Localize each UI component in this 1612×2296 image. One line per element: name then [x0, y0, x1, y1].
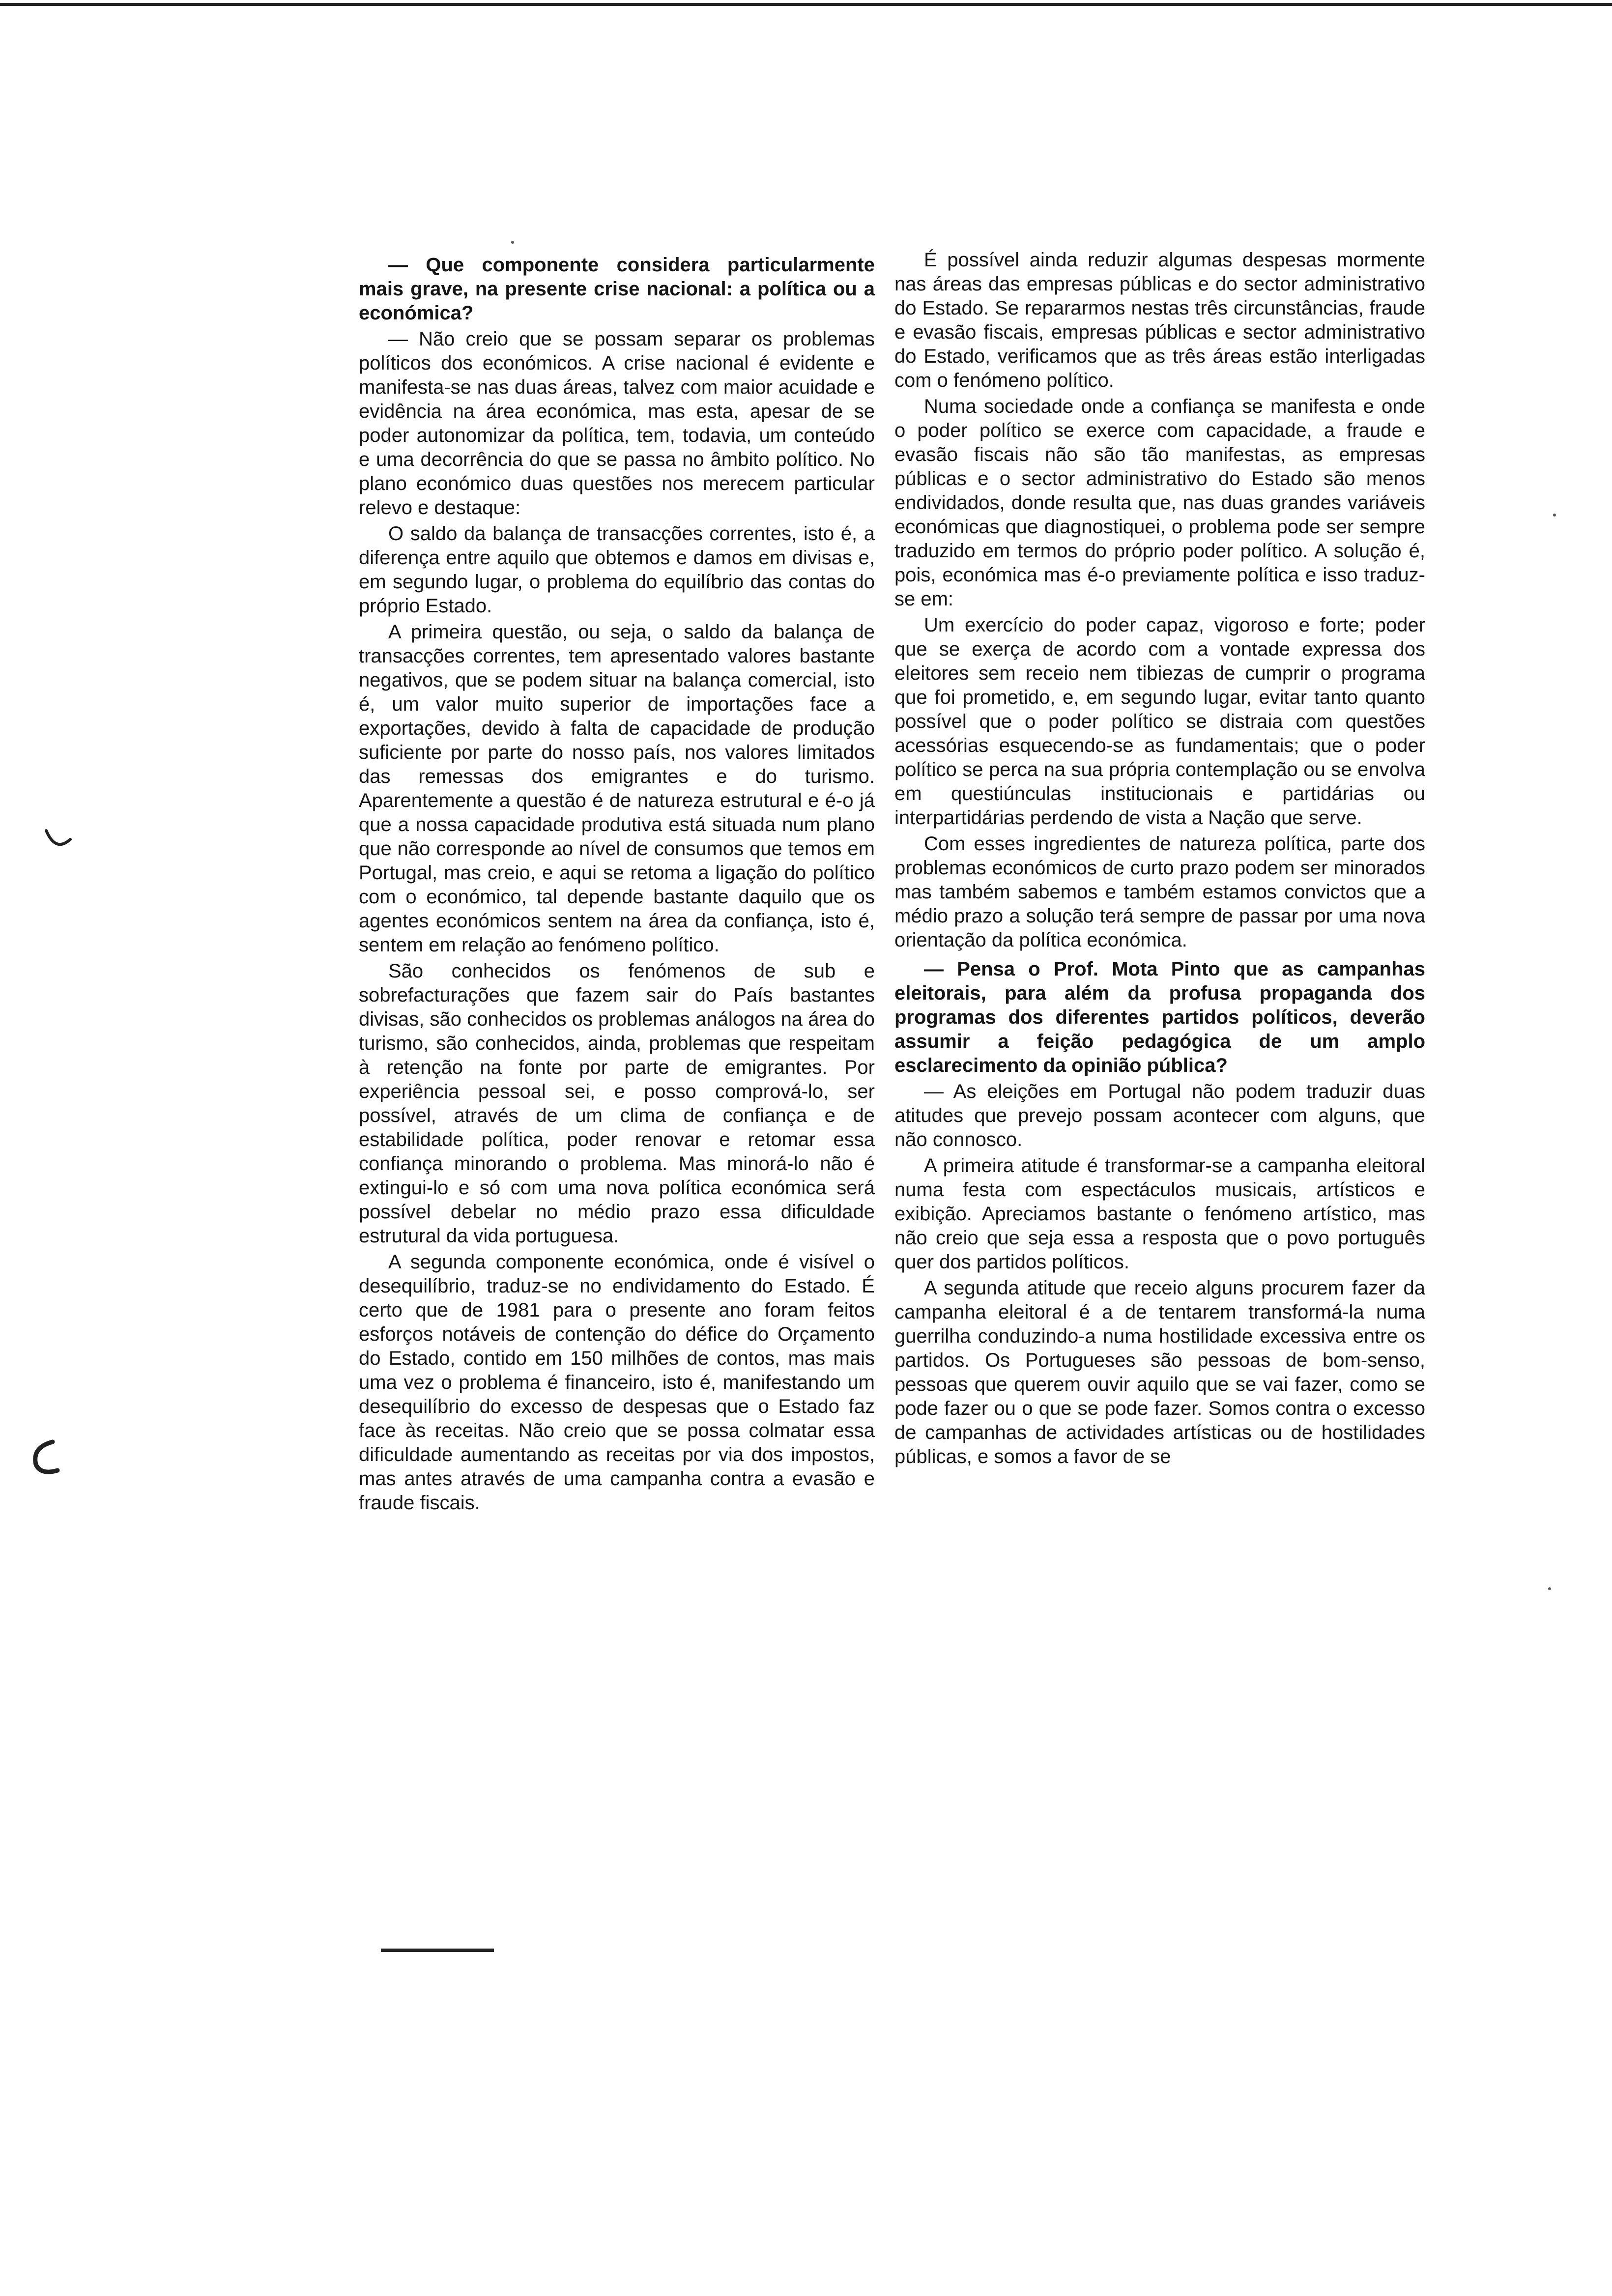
interview-question: — Que componente considera particularmente mais grave, na presente crise nacional: a política ou a económica? — [359, 254, 875, 324]
paragraph: Numa sociedade onde a confiança se manifesta e onde o poder político se exerce com capacidade, a fraude e evasão fiscais não são tão manifestas, as empresas públicas e o sector administrativo do Estado são menos endividados, donde resulta que, nas duas grandes variáveis económicas que diagnostiquei, o problema pode ser sempre traduzido em termos do próprio poder político. A solução é, pois, económica mas é-o previamente política e isso traduz-se em: — [894, 396, 1425, 610]
paragraph: O saldo da balança de transacções correntes, isto é, a diferença entre aquilo que obtemos e damos em divisas e, em segundo lugar, o problema do equilíbrio das contas do próprio Estado. — [359, 523, 875, 617]
paragraph: Com esses ingredientes de natureza política, parte dos problemas económicos de curto prazo podem ser minorados mas também sabemos e também estamos convictos que a médio prazo a solução terá sempre de passar por uma nova orientação da política económica. — [894, 833, 1425, 951]
paragraph: A segunda componente económica, onde é visível o desequilíbrio, traduz-se no endividamento do Estado. É certo que de 1981 para o presente ano foram feitos esforços notáveis de contenção do défice do Orçamento do Estado, contido em 150 milhões de contos, mas mais uma vez o problema é financeiro, isto é, manifestando um desequilíbrio do excesso de despesas que o Estado faz face às receitas. Não creio que se possa colmatar essa dificuldade aumentando as receitas por via dos impostos, mas antes através de uma campanha contra a evasão e fraude fiscais. — [359, 1251, 875, 1514]
article-column-right — [894, 248, 1425, 1471]
paragraph: São conhecidos os fenómenos de sub e sobrefacturações que fazem sair do País bastantes divisas, são conhecidos os problemas análogos na área do turismo, são conhecidos, ainda, problemas que respeitam à retenção na fonte por parte de emigrantes. Por experiência pessoal sei, e posso comprová-lo, ser possível, através de um clima de confiança e de estabilidade política, poder renovar e retomar essa confiança minorando o problema. Mas minorá-lo não é extingui-lo e só com uma nova política económica será possível debelar no médio prazo essa dificuldade estrutural da vida portuguesa. — [359, 960, 875, 1247]
scan-speck — [1553, 514, 1556, 517]
binder-hole-mark — [43, 826, 73, 855]
article-column-left — [359, 248, 875, 1517]
paragraph: Um exercício do poder capaz, vigoroso e forte; poder que se exerça de acordo com a vontade expressa dos eleitores sem receio nem tibiezas de cumprir o programa que foi prometido, e, em segundo lugar, evitar tanto quanto possível que o poder político se distraia com questões acessórias esquecendo-se as fundamentais; que o poder político se perca na sua própria contemplação ou se envolva em questiúnculas institucionais e partidárias ou interpartidárias perdendo de vista a Nação que serve. — [894, 614, 1425, 829]
paragraph: — As eleições em Portugal não podem traduzir duas atitudes que prevejo possam acontecer com alguns, que não connosco. — [894, 1081, 1425, 1150]
scan-speck — [511, 241, 514, 244]
end-of-article-rule — [381, 1949, 494, 1952]
binder-hole-mark — [27, 1435, 61, 1479]
paragraph: A segunda atitude que receio alguns procurem fazer da campanha eleitoral é a de tentarem transformá-la numa guerrilha conduzindo-a numa hostilidade excessiva entre os partidos. Os Portugueses são pessoas de bom-senso, pessoas que querem ouvir aquilo que se vai fazer, como se pode fazer ou o que se pode fazer. Somos contra o excesso de campanhas de actividades artísticas ou de hostilidades públicas, e somos a favor de se — [894, 1277, 1425, 1467]
paragraph: A primeira atitude é transformar-se a campanha eleitoral numa festa com espectáculos musicais, artísticos e exibição. Apreciamos bastante o fenómeno artístico, mas não creio que seja essa a resposta que o povo português quer dos partidos políticos. — [894, 1155, 1425, 1273]
paragraph: É possível ainda reduzir algumas despesas mormente nas áreas das empresas públicas e do sector administrativo do Estado. Se repararmos nestas três circunstâncias, fraude e evasão fiscais, empresas públicas e sector administrativo do Estado, verificamos que as três áreas estão interligadas com o fenómeno político. — [894, 249, 1425, 391]
paragraph: A primeira questão, ou seja, o saldo da balança de transacções correntes, tem apresentado valores bastante negativos, que se podem situar na balança comercial, isto é, um valor muito superior de importações face a exportações, devido à falta de capacidade de produção suficiente por parte do nosso país, nos valores limitados das remessas dos emigrantes e do turismo. Aparentemente a questão é de natureza estrutural e é-o já que a nossa capacidade produtiva está situada num plano que não corresponde ao nível de consumos que temos em Portugal, mas creio, e aqui se retoma a ligação do político com o económico, tal depende bastante daquilo que os agentes económicos sentem na área da confiança, isto é, sentem em relação ao fenómeno político. — [359, 621, 875, 956]
scan-speck — [1548, 1587, 1551, 1590]
paragraph: — Não creio que se possam separar os problemas políticos dos económicos. A crise nacional é evidente e manifesta-se nas duas áreas, talvez com maior acuidade e evidência na área económica, mas esta, apesar de se poder autonomizar da política, tem, todavia, um conteúdo e uma decorrência do que se passa no âmbito político. No plano económico duas questões nos merecem particular relevo e destaque: — [359, 328, 875, 518]
top-border-line — [0, 3, 1612, 6]
interview-question: — Pensa o Prof. Mota Pinto que as campanhas eleitorais, para além da profusa propaganda dos programas dos diferentes partidos políticos, deverão assumir a feição pedagógica de um amplo esclarecimento da opinião pública? — [894, 958, 1425, 1076]
